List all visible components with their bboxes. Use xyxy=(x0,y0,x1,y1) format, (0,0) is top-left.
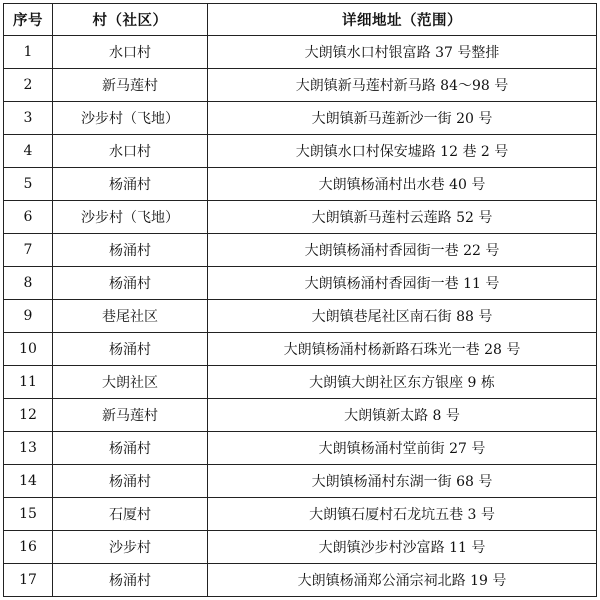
row-index: 4 xyxy=(4,135,53,168)
row-index: 1 xyxy=(4,36,53,69)
row-index: 7 xyxy=(4,234,53,267)
table-row xyxy=(4,333,597,366)
row-village: 沙步村 xyxy=(53,531,208,564)
row-index: 16 xyxy=(4,531,53,564)
row-index: 8 xyxy=(4,267,53,300)
row-index: 14 xyxy=(4,465,53,498)
table-row xyxy=(4,201,597,234)
row-address: 大朗镇新马莲村云莲路 52 号 xyxy=(208,201,597,234)
row-index: 15 xyxy=(4,498,53,531)
table-row xyxy=(4,300,597,333)
table-row xyxy=(4,267,597,300)
row-address: 大朗镇杨涌郑公涌宗祠北路 19 号 xyxy=(208,564,597,597)
row-address: 大朗镇大朗社区东方银座 9 栋 xyxy=(208,366,597,399)
row-village: 新马莲村 xyxy=(53,69,208,102)
row-address: 大朗镇杨涌村堂前街 27 号 xyxy=(208,432,597,465)
table-row xyxy=(4,465,597,498)
row-index: 5 xyxy=(4,168,53,201)
table-row xyxy=(4,234,597,267)
row-index: 6 xyxy=(4,201,53,234)
row-address: 大朗镇新太路 8 号 xyxy=(208,399,597,432)
header-row xyxy=(4,4,597,36)
row-index: 3 xyxy=(4,102,53,135)
row-village: 沙步村（飞地） xyxy=(53,102,208,135)
row-index: 2 xyxy=(4,69,53,102)
row-village: 沙步村（飞地） xyxy=(53,201,208,234)
table-row xyxy=(4,432,597,465)
row-address: 大朗镇水口村银富路 37 号整排 xyxy=(208,36,597,69)
row-address: 大朗镇杨涌村杨新路石珠光一巷 28 号 xyxy=(208,333,597,366)
row-village: 水口村 xyxy=(53,36,208,69)
row-index: 10 xyxy=(4,333,53,366)
address-table xyxy=(3,3,597,597)
table-row xyxy=(4,102,597,135)
row-address: 大朗镇杨涌村出水巷 40 号 xyxy=(208,168,597,201)
row-index: 17 xyxy=(4,564,53,597)
row-address: 大朗镇沙步村沙富路 11 号 xyxy=(208,531,597,564)
table-row xyxy=(4,69,597,102)
row-address: 大朗镇杨涌村香园街一巷 22 号 xyxy=(208,234,597,267)
row-village: 杨涌村 xyxy=(53,465,208,498)
table-row xyxy=(4,531,597,564)
table-row xyxy=(4,366,597,399)
header-village: 村（社区） xyxy=(53,4,208,36)
row-address: 大朗镇水口村保安墟路 12 巷 2 号 xyxy=(208,135,597,168)
row-village: 杨涌村 xyxy=(53,564,208,597)
row-village: 杨涌村 xyxy=(53,432,208,465)
row-address: 大朗镇巷尾社区南石街 88 号 xyxy=(208,300,597,333)
row-address: 大朗镇杨涌村东湖一街 68 号 xyxy=(208,465,597,498)
table-row xyxy=(4,564,597,597)
row-index: 12 xyxy=(4,399,53,432)
table-row xyxy=(4,168,597,201)
row-village: 杨涌村 xyxy=(53,234,208,267)
row-index: 13 xyxy=(4,432,53,465)
row-village: 杨涌村 xyxy=(53,267,208,300)
row-address: 大朗镇新马莲新沙一街 20 号 xyxy=(208,102,597,135)
row-village: 新马莲村 xyxy=(53,399,208,432)
table-header xyxy=(4,4,597,36)
row-village: 大朗社区 xyxy=(53,366,208,399)
table-row xyxy=(4,498,597,531)
table-row xyxy=(4,135,597,168)
header-address: 详细地址（范围） xyxy=(208,4,597,36)
row-village: 石厦村 xyxy=(53,498,208,531)
row-index: 9 xyxy=(4,300,53,333)
row-address: 大朗镇石厦村石龙坑五巷 3 号 xyxy=(208,498,597,531)
row-village: 水口村 xyxy=(53,135,208,168)
row-index: 11 xyxy=(4,366,53,399)
table-row xyxy=(4,36,597,69)
table-row xyxy=(4,399,597,432)
table-body xyxy=(4,36,597,597)
header-index: 序号 xyxy=(4,4,53,36)
row-village: 杨涌村 xyxy=(53,168,208,201)
row-address: 大朗镇新马莲村新马路 84～98 号 xyxy=(208,69,597,102)
row-address: 大朗镇杨涌村香园街一巷 11 号 xyxy=(208,267,597,300)
row-village: 杨涌村 xyxy=(53,333,208,366)
row-village: 巷尾社区 xyxy=(53,300,208,333)
